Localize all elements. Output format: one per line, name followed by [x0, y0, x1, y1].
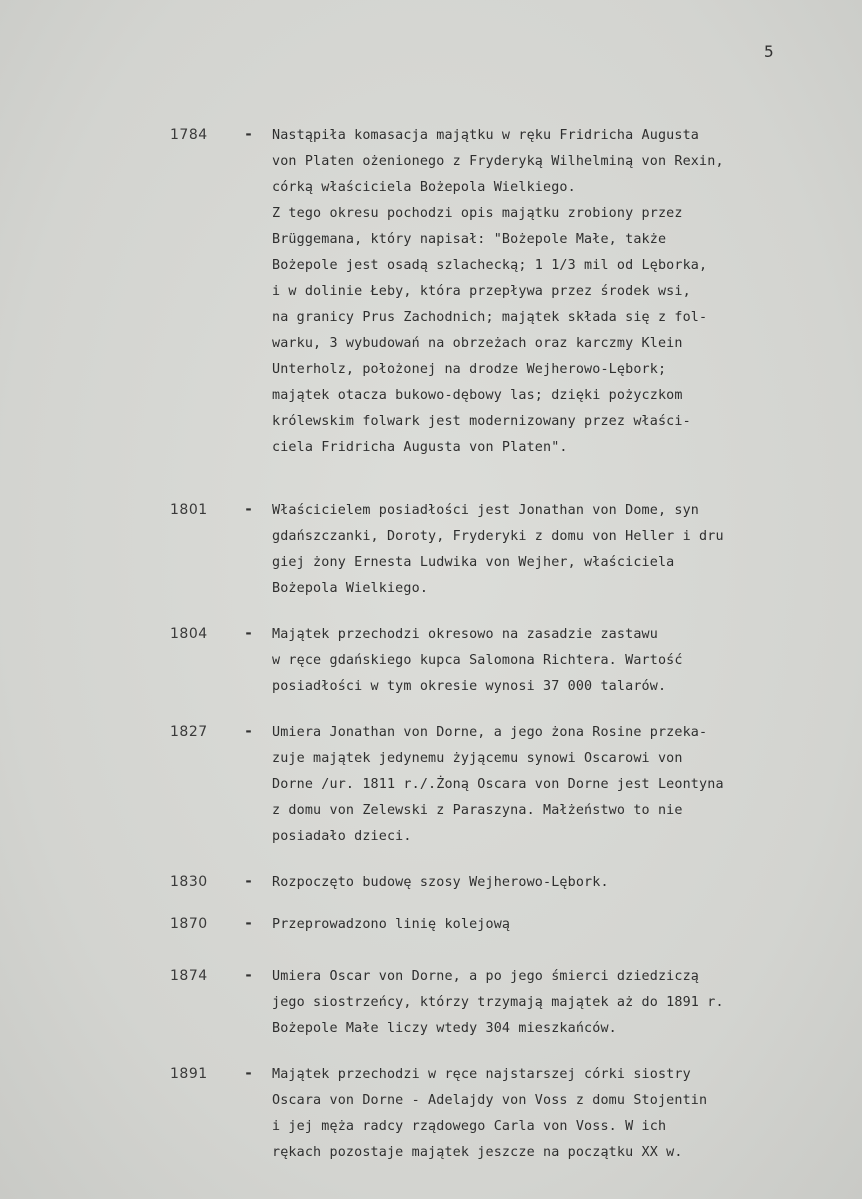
entry-dash: - — [244, 872, 254, 890]
entry-text — [272, 720, 832, 850]
text-line: Oscara von Dorne - Adelajdy von Voss z domu Stojentin — [272, 1093, 708, 1108]
entry-text — [272, 1062, 832, 1166]
text-line: Dorne /ur. 1811 r./.Żoną Oscara von Dorne jest Leontyna — [272, 777, 724, 792]
text-line: Nastąpiła komasacja majątku w ręku Fridricha Augusta — [272, 128, 700, 143]
entry-year: 1830 — [170, 874, 208, 890]
entry-dash: - — [244, 966, 254, 984]
entry-dash: - — [244, 500, 254, 518]
entry-text — [272, 870, 832, 896]
entry-dash: - — [244, 914, 254, 932]
text-line: królewskim folwark jest modernizowany przez właści- — [272, 414, 691, 429]
entry-year: 1870 — [170, 916, 208, 932]
text-line: giej żony Ernesta Ludwika von Wejher, właściciela — [272, 555, 675, 570]
text-line: Unterholz, położonej na drodze Wejherowo-Lębork; — [272, 362, 667, 377]
text-line: w ręce gdańskiego kupca Salomona Richtera. Wartość — [272, 653, 683, 668]
text-line: ciela Fridricha Augusta von Platen". — [272, 440, 568, 455]
text-line: majątek otacza bukowo-dębowy las; dzięki pożyczkom — [272, 388, 683, 403]
text-line: zuje majątek jedynemu żyjącemu synowi Oscarowi von — [272, 751, 683, 766]
text-line: Majątek przechodzi okresowo na zasadzie zastawu — [272, 627, 658, 642]
text-line: rękach pozostaje majątek jeszcze na początku XX w. — [272, 1145, 683, 1160]
text-line: gdańszczanki, Doroty, Fryderyki z domu von Heller i dru — [272, 529, 724, 544]
text-line: i w dolinie Łeby, która przepływa przez środek wsi, — [272, 284, 691, 299]
page-number: 5 — [764, 42, 774, 61]
text-line: Umiera Jonathan von Dorne, a jego żona Rosine przeka- — [272, 725, 708, 740]
text-line: Bożepole jest osadą szlachecką; 1 1/3 mil od Lęborka, — [272, 258, 708, 273]
entry-dash: - — [244, 722, 254, 740]
text-line: Umiera Oscar von Dorne, a po jego śmierci dziedziczą — [272, 969, 700, 984]
text-line: Z tego okresu pochodzi opis majątku zrobiony przez — [272, 206, 683, 221]
text-line: Bożepole Małe liczy wtedy 304 mieszkańców. — [272, 1021, 617, 1036]
text-line: jego siostrzeńcy, którzy trzymają majątek aż do 1891 r. — [272, 995, 724, 1010]
text-line: Majątek przechodzi w ręce najstarszej córki siostry — [272, 1067, 691, 1082]
text-line: z domu von Zelewski z Paraszyna. Małżeństwo to nie — [272, 803, 683, 818]
entry-dash: - — [244, 1064, 254, 1082]
text-line: warku, 3 wybudowań na obrzeżach oraz karczmy Klein — [272, 336, 683, 351]
text-line: Bożepola Wielkiego. — [272, 581, 429, 596]
text-line: posiadało dzieci. — [272, 829, 412, 844]
text-line: Właścicielem posiadłości jest Jonathan von Dome, syn — [272, 503, 700, 518]
text-line: i jej męża radcy rządowego Carla von Voss. W ich — [272, 1119, 667, 1134]
entry-text — [272, 498, 832, 602]
text-line: posiadłości w tym okresie wynosi 37 000 talarów. — [272, 679, 667, 694]
entry-dash: - — [244, 624, 254, 642]
entry-text — [272, 912, 832, 938]
entry-text — [272, 964, 832, 1042]
entry-year: 1891 — [170, 1066, 208, 1082]
entry-text — [272, 123, 832, 461]
text-line: Brüggemana, który napisał: "Bożepole Małe, także — [272, 232, 667, 247]
text-line: von Platen ożenionego z Fryderyką Wilhelminą von Rexin, — [272, 154, 724, 169]
entry-text — [272, 622, 832, 700]
text-line: córką właściciela Bożepola Wielkiego. — [272, 180, 576, 195]
text-line: na granicy Prus Zachodnich; majątek składa się z fol- — [272, 310, 708, 325]
entry-year: 1804 — [170, 626, 208, 642]
entry-year: 1827 — [170, 724, 208, 740]
entry-dash: - — [244, 125, 254, 143]
entry-year: 1784 — [170, 127, 208, 143]
text-line: Przeprowadzono linię kolejową — [272, 917, 511, 932]
entry-year: 1801 — [170, 502, 208, 518]
text-line: Rozpoczęto budowę szosy Wejherowo-Lębork. — [272, 875, 609, 890]
entry-year: 1874 — [170, 968, 208, 984]
